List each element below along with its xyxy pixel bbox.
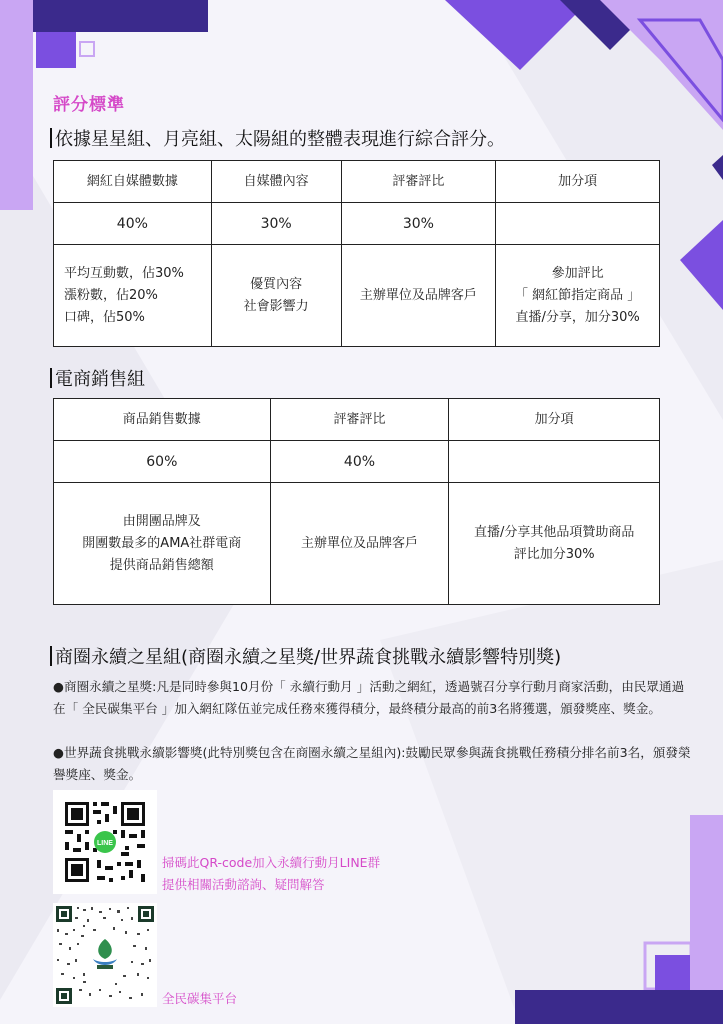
weight-cell: 40%: [270, 441, 449, 483]
detail-cell: [54, 245, 212, 347]
table-header-cell: 加分項: [449, 399, 660, 441]
title-bar: [50, 128, 52, 148]
page-heading: 評分標準: [53, 95, 125, 115]
table-header-row: [54, 161, 660, 203]
detail-line: 由開團品牌及: [122, 513, 201, 529]
detail-cell: [270, 483, 449, 605]
table-header-row: [54, 399, 660, 441]
section1-title: [50, 125, 505, 151]
detail-line: 提供商品銷售總額: [109, 557, 214, 573]
detail-cell: [54, 483, 271, 605]
detail-cell: [341, 245, 496, 347]
detail-line: 主辦單位及品牌客戶: [300, 535, 418, 551]
table-header-cell: 自媒體內容: [211, 161, 341, 203]
title-bar: [50, 646, 52, 666]
detail-line: 「 網紅節指定商品 」: [515, 287, 641, 303]
detail-line: 開團數最多的AMA社群電商: [82, 535, 242, 551]
weight-cell: 30%: [211, 203, 341, 245]
section2-table: [53, 398, 660, 605]
qr-code-icon: [53, 790, 157, 894]
weight-cell: [496, 203, 660, 245]
weight-cell: [449, 441, 660, 483]
table-weight-row: [54, 203, 660, 245]
qr1-caption-line: 掃碼此QR-code加入永續行動月LINE群: [162, 855, 381, 870]
award-paragraph-2: ●世界蔬食挑戰永續影響獎(此特別獎包含在商圈永續之星組內):鼓勵民眾參與蔬食挑戰任務積分排名前3名，頒發榮譽獎座、獎金。: [53, 745, 691, 782]
table-weight-row: [54, 441, 660, 483]
detail-line: 優質內容: [250, 276, 303, 292]
platform-qr-code[interactable]: [53, 903, 157, 1007]
section2-title-text: 電商銷售組: [55, 369, 145, 390]
detail-line: 直播/分享，加分30%: [515, 309, 640, 325]
table-header-cell: 網紅自媒體數據: [54, 161, 212, 203]
detail-cell: [211, 245, 341, 347]
weight-cell: 30%: [341, 203, 496, 245]
table-header-cell: 商品銷售數據: [54, 399, 271, 441]
detail-line: 漲粉數，佔20%: [64, 287, 158, 303]
detail-line: 直播/分享其他品項贊助商品: [473, 524, 635, 540]
detail-cell: [496, 245, 660, 347]
qr2-caption: 全民碳集平台: [162, 991, 238, 1006]
table-header-cell: 評審評比: [270, 399, 449, 441]
detail-line: 平均互動數，佔30%: [64, 265, 184, 281]
section2-title: [50, 365, 145, 391]
detail-line: 社會影響力: [243, 298, 309, 314]
section1-title-text: 依據星星組、月亮組、太陽組的整體表現進行綜合評分。: [55, 129, 505, 150]
weight-cell: 40%: [54, 203, 212, 245]
title-bar: [50, 368, 52, 388]
detail-line: 評比加分30%: [513, 546, 595, 562]
detail-line: 參加評比: [551, 265, 604, 281]
detail-line: 主辦單位及品牌客戶: [359, 287, 477, 303]
detail-line: 口碑，佔50%: [64, 309, 145, 325]
line-qr-code[interactable]: [53, 790, 157, 894]
qr1-caption: [162, 852, 380, 896]
qr-code-icon: [53, 903, 157, 1007]
table-header-cell: 評審評比: [341, 161, 496, 203]
section3-title: [50, 643, 561, 669]
detail-cell: [449, 483, 660, 605]
award-paragraph-1: ●商圈永續之星獎:凡是同時參與10月份「 永續行動月 」活動之網紅，透過號召分享行動月商家活動，由民眾通過在「 全民碳集平台 」加入網紅隊伍並完成任務來獲得積分，最終積分最高的前3名將獲選，頒發獎座、獎金。: [53, 679, 685, 716]
table-detail-row: [54, 245, 660, 347]
line-logo-label: LINE: [97, 840, 113, 847]
weight-cell: 60%: [54, 441, 271, 483]
table-detail-row: [54, 483, 660, 605]
section1-table: [53, 160, 660, 347]
qr1-caption-line: 提供相關活動諮詢、疑問解答: [162, 877, 325, 892]
section3-title-text: 商圈永續之星組(商圈永續之星獎/世界蔬食挑戰永續影響特別獎): [55, 647, 562, 668]
table-header-cell: 加分項: [496, 161, 660, 203]
